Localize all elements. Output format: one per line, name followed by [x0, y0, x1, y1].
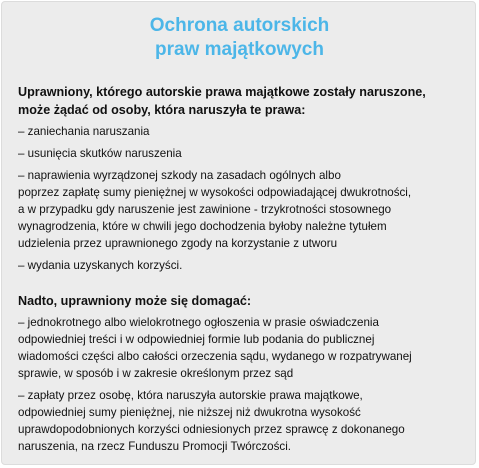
item-line: – wydania uzyskanych korzyści.: [18, 259, 183, 272]
item-line: – usunięcia skutków naruszenia: [18, 147, 182, 160]
item-line: – naprawienia wyrządzonej szkody na zasadach ogólnych albo: [18, 169, 341, 182]
section1-item-3: [18, 167, 470, 252]
item-line: wynagrodzenia, które w chwili jego dochodzenia byłoby należne tytułem: [18, 220, 387, 233]
section2-lead: [18, 292, 470, 310]
title-line-2: praw majątkowych: [155, 39, 324, 60]
item-line: a w przypadku gdy naruszenie jest zawinione - trzykrotności stosownego: [18, 203, 392, 216]
section1-item-4: [18, 257, 470, 274]
section2-lead-line-1: Nadto, uprawniony może się domagać:: [18, 294, 252, 308]
title-line-1: Ochrona autorskich: [149, 15, 330, 36]
section2-item-1: [18, 314, 470, 382]
item-line: odpowiedniej sumy pieniężnej, nie niższej niż dwukrotna wysokość: [18, 406, 361, 419]
item-line: – zapłaty przez osobę, która naruszyła autorskie prawa majątkowe,: [18, 389, 363, 402]
section1-item-1: [18, 123, 470, 140]
item-line: wiadomości części albo całości orzeczenia sądu, wydanego w rozpatrywanej: [18, 350, 412, 363]
section1-item-2: [18, 145, 470, 162]
item-line: uprawdopodobnionych korzyści odniesionych przez sprawcę z dokonanego: [18, 423, 405, 436]
item-line: poprzez zapłatę sumy pieniężnej w wysokości odpowiadającej dwukrotności,: [18, 186, 412, 199]
section1-lead-line-2: może żądać od osoby, która naruszyła te prawa:: [18, 103, 306, 117]
item-line: udzielenia przez uprawnionego zgody na korzystanie z utworu: [18, 237, 338, 250]
item-line: sprawie, w sposób i w zakresie określonym przez sąd: [18, 367, 294, 380]
section2-item-2: [18, 387, 470, 455]
section1-lead-line-1: Uprawniony, którego autorskie prawa majątkowe zostały naruszone,: [18, 85, 426, 99]
item-line: – jednokrotnego albo wielokrotnego ogłoszenia w prasie oświadczenia: [18, 316, 379, 329]
item-line: naruszenia, na rzecz Funduszu Promocji Twórczości.: [18, 440, 291, 453]
info-card: [1, 1, 476, 465]
card-content: [18, 83, 470, 460]
section1-lead: [18, 83, 470, 119]
card-title: [2, 14, 477, 62]
item-line: – zaniechania naruszania: [18, 125, 150, 138]
item-line: odpowiedniej treści i w odpowiedniej formie lub podania do publicznej: [18, 333, 375, 346]
